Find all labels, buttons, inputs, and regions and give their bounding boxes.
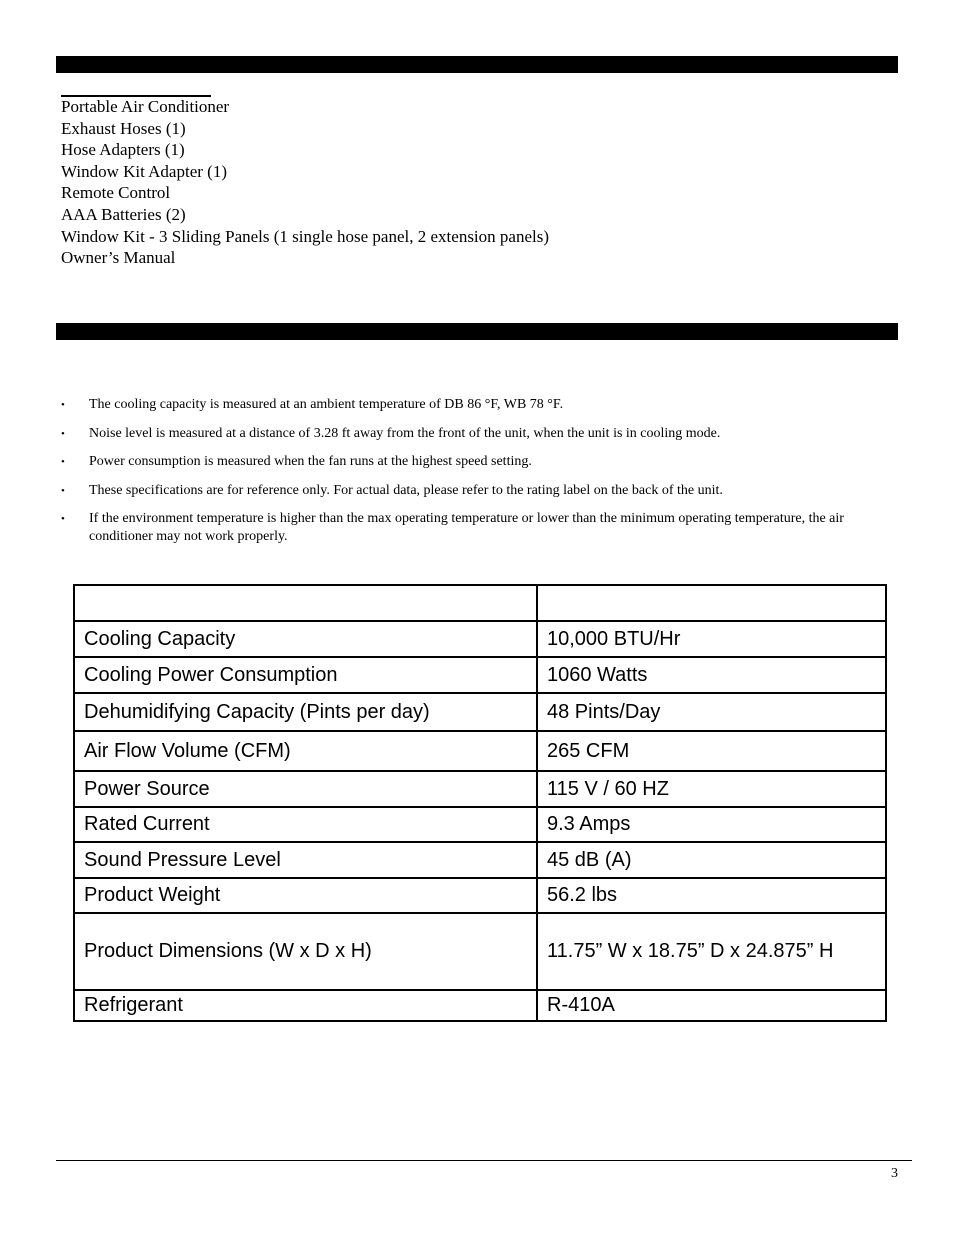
- note-item: [56, 453, 896, 471]
- spec-value: 265 CFM: [537, 731, 886, 771]
- spec-label: Cooling Power Consumption: [74, 657, 537, 693]
- spec-value: 45 dB (A): [537, 842, 886, 878]
- note-text: Noise level is measured at a distance of 3.28 ft away from the front of the unit, when the unit is in cooling mode.: [89, 425, 721, 441]
- table-row: [74, 913, 886, 990]
- spec-label: Rated Current: [74, 807, 537, 842]
- spec-value: 115 V / 60 HZ: [537, 771, 886, 807]
- spec-value: 9.3 Amps: [537, 807, 886, 842]
- spec-label: Sound Pressure Level: [74, 842, 537, 878]
- bullet-icon: •: [61, 513, 65, 525]
- note-text: These specifications are for reference only. For actual data, please refer to the rating label on the back of the unit.: [89, 482, 723, 498]
- table-row: [74, 621, 886, 657]
- list-item: Portable Air Conditioner: [61, 97, 230, 116]
- note-text: Power consumption is measured when the fan runs at the highest speed setting.: [89, 454, 532, 469]
- table-row: [74, 657, 886, 693]
- list-item: Exhaust Hoses (1): [61, 118, 186, 138]
- note-text: The cooling capacity is measured at an ambient temperature of DB 86 °F, WB 78 °F.: [89, 397, 564, 412]
- spec-label: Product Dimensions (W x D x H): [74, 913, 537, 990]
- section-header-bar-specifications: [56, 323, 898, 340]
- spec-value: 56.2 lbs: [537, 878, 886, 913]
- table-row: [74, 693, 886, 731]
- spec-label: Refrigerant: [74, 990, 537, 1021]
- list-item: Hose Adapters (1): [61, 140, 185, 160]
- table-row: [74, 990, 886, 1021]
- section-header-bar-package: [56, 56, 898, 73]
- spec-label: Air Flow Volume (CFM): [74, 731, 537, 771]
- spec-label: Dehumidifying Capacity (Pints per day): [74, 693, 537, 731]
- table-row: [74, 771, 886, 807]
- page-number: 3: [891, 1166, 898, 1181]
- spec-value: 1060 Watts: [537, 657, 886, 693]
- table-row: [74, 807, 886, 842]
- table-row: [74, 842, 886, 878]
- spec-label: Power Source: [74, 771, 537, 807]
- note-item: [56, 482, 896, 500]
- spec-value: 11.75” W x 18.75” D x 24.875” H: [537, 913, 886, 990]
- table-row: [74, 878, 886, 913]
- list-item: Owner’s Manual: [61, 248, 176, 268]
- spec-value: R-410A: [537, 990, 886, 1021]
- table-row: [74, 731, 886, 771]
- list-item: AAA Batteries (2): [61, 204, 186, 224]
- spec-label: Cooling Capacity: [74, 621, 537, 657]
- note-item: [56, 425, 896, 443]
- bullet-icon: •: [61, 456, 65, 468]
- note-item: [56, 396, 896, 414]
- package-contents-list: [61, 96, 549, 269]
- note-text: If the environment temperature is higher than the max operating temperature or lower than the minimum operating temperature, the air conditioner may not work properly.: [89, 511, 844, 544]
- spec-value: 48 Pints/Day: [537, 693, 886, 731]
- spec-value: 10,000 BTU/Hr: [537, 621, 886, 657]
- bullet-icon: •: [61, 427, 65, 440]
- table-header-row: [74, 585, 886, 621]
- bullet-icon: •: [61, 399, 65, 411]
- table-header-cell: [74, 585, 537, 621]
- specification-notes-list: [56, 396, 896, 557]
- list-item: Remote Control: [61, 183, 171, 203]
- list-item: Window Kit Adapter (1): [61, 161, 227, 181]
- note-item: [56, 510, 896, 546]
- specifications-table: [73, 584, 887, 1022]
- list-item: Window Kit - 3 Sliding Panels (1 single hose panel, 2 extension panels): [61, 226, 549, 246]
- bullet-icon: •: [61, 484, 65, 497]
- spec-label: Product Weight: [74, 878, 537, 913]
- table-header-cell: [537, 585, 886, 621]
- footer-rule: [56, 1160, 912, 1161]
